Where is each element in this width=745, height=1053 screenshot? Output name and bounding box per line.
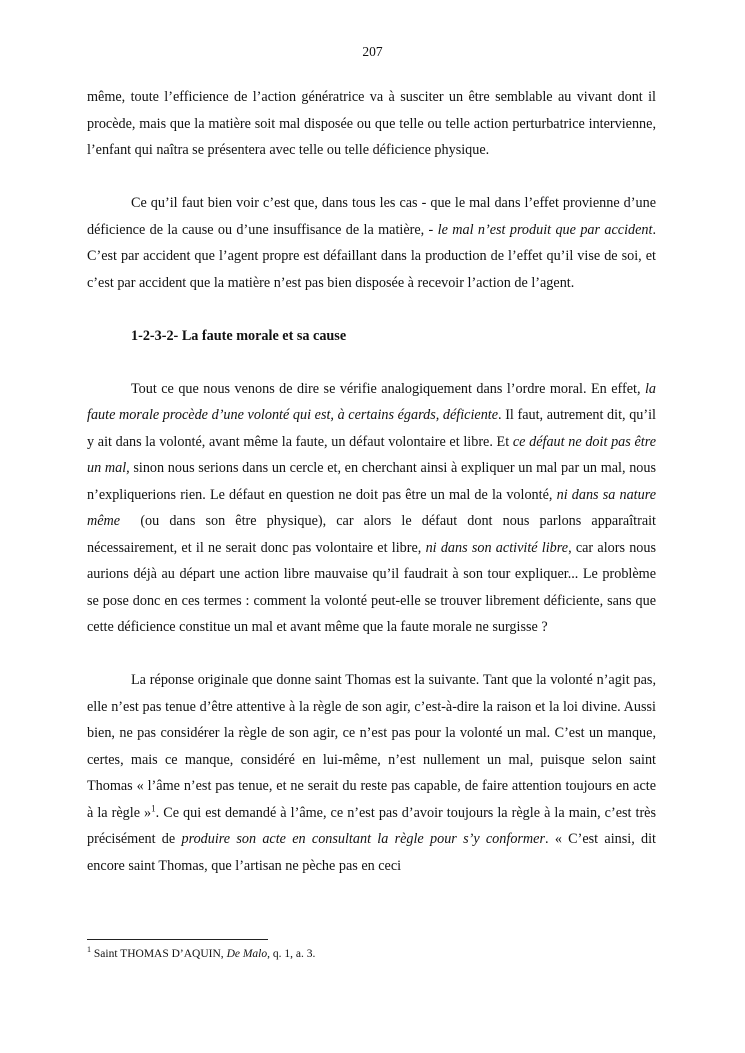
- section-heading: 1-2-3-2- La faute morale et sa cause: [131, 327, 347, 344]
- footnote-text: Saint THOMAS D’AQUIN,: [91, 948, 227, 960]
- paragraph-1-text: même, toute l’efficience de l’action génératrice va à susciter un être semblable au vivant dont il procède, mais que la matière soit mal disposée ou que telle ou telle action perturbatrice intervienne, l’enfant qui naîtra se présentera avec telle ou telle déficience physique.: [87, 89, 656, 158]
- italic-run: le mal n’est produit que par accident: [437, 221, 653, 238]
- page-number: 207: [362, 44, 383, 59]
- paragraph-1: [87, 84, 656, 164]
- footnote-marker: 1: [87, 945, 91, 955]
- text-run: La réponse originale que donne saint Thomas est la suivante. Tant que la volonté n’agit pas, elle n’est pas tenue d’être attentive à la règle de son agir, c’est-à-dire la raison et la loi divine. Aussi bien, ne pas considérer la règle de son agir, ce n’est pas pour la volonté un mal. C’est un manque, certes, mais ce manque, considéré en lui-même, n’est nullement un mal, puisque selon saint Thomas « l’âme n’est pas tenue, et ne serait du reste pas capable, de faire attention toujours en acte à la règle »: [87, 672, 656, 821]
- text-run: . C’est par accident que l’agent propre est défaillant dans la production de l’effet qu’il vise de soi, et c’est par accident que la matière n’est pas bien disposée à recevoir l’action de l’agent.: [87, 221, 656, 291]
- text-run: . Ce qui est demandé à l’âme, ce n’est pas d’avoir toujours la règle à la main, c’est très précisément de: [87, 804, 656, 847]
- paragraph-2: [87, 190, 656, 296]
- footnote-text: , q. 1, a. 3.: [267, 948, 316, 960]
- italic-run: ni dans sa nature même: [87, 486, 657, 529]
- footnote-separator: [87, 939, 268, 940]
- text-run: (ou dans son être physique), car alors le défaut dont nous parlons apparaîtrait nécessairement, et il ne serait donc pas volontaire et libre,: [87, 513, 660, 556]
- paragraph-gap: [87, 641, 656, 668]
- text-run: , car alors nous aurions déjà au départ une action libre mauvaise qu’il faudrait à son tour expliquer... Le problème se pose donc en ces termes : comment la volonté peut-elle se trouver librement déficiente, sans que cette déficience constitue un mal et avant même que la faute morale ne surgisse ?: [87, 539, 657, 635]
- paragraph-gap: [87, 164, 656, 191]
- paragraph-gap: [87, 296, 656, 323]
- paragraph-4: [87, 667, 656, 879]
- italic-run: la faute morale procède d’une volonté qui est, à certains égards, déficiente: [87, 380, 656, 423]
- footnote-reference[interactable]: 1: [151, 802, 156, 813]
- italic-run: ni dans son activité libre: [425, 539, 569, 556]
- paragraph-gap: [87, 349, 656, 376]
- footnote-title: De Malo: [226, 948, 268, 960]
- body-text: [87, 84, 660, 879]
- italic-run: ce défaut ne doit pas être un mal: [87, 433, 656, 476]
- text-run: , sinon nous serions dans un cercle et, en cherchant ainsi à expliquer un mal par un mal, nous n’expliquerions rien. Le défaut en question ne doit pas être un mal de la volonté,: [87, 460, 656, 503]
- text-run: Tout ce que nous venons de dire se vérifie analogiquement dans l’ordre moral. En effet,: [131, 380, 645, 397]
- text-run: . Il faut, autrement dit, qu’il y ait dans la volonté, avant même la faute, un défaut volontaire et libre. Et: [87, 407, 656, 450]
- text-run: . « C’est ainsi, dit encore saint Thomas, que l’artisan ne pèche pas en ceci: [87, 831, 656, 874]
- text-run: Ce qu’il faut bien voir c’est que, dans tous les cas - que le mal dans l’effet provienne d’une déficience de la cause ou d’une insuffisance de la matière, -: [87, 195, 656, 238]
- footnote: [87, 946, 656, 962]
- italic-run: produire son acte en consultant la règle pour s’y conformer: [181, 831, 545, 847]
- paragraph-3: [87, 376, 660, 641]
